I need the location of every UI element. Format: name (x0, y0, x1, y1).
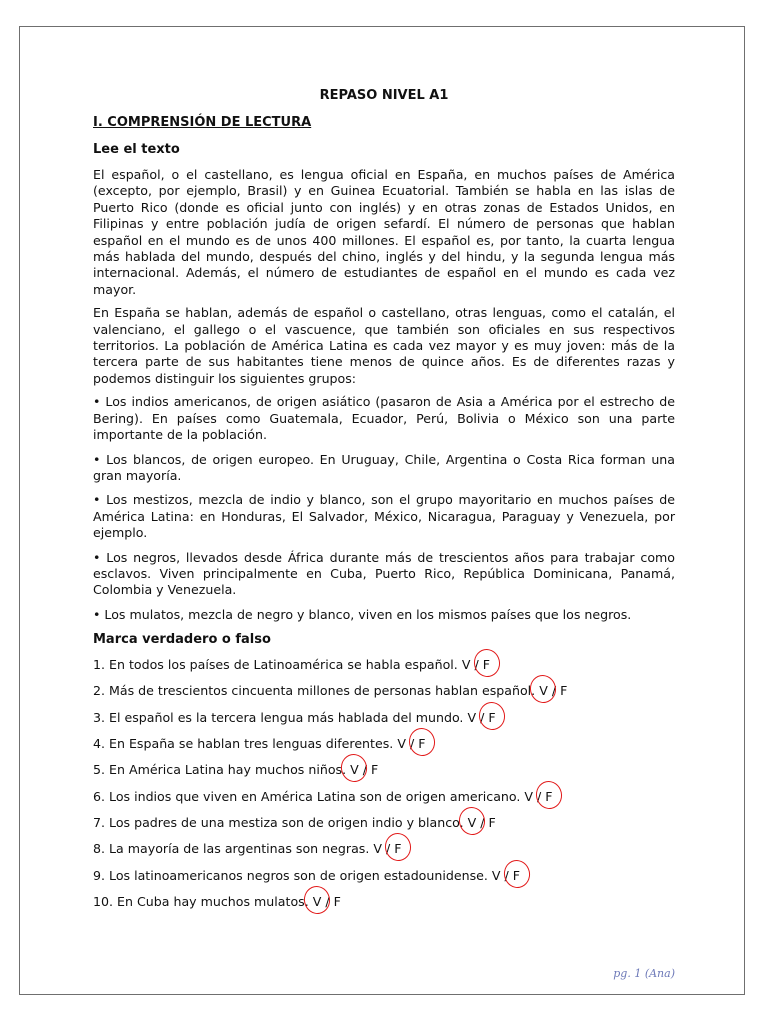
answer-separator: / (405, 736, 419, 752)
bullet-item: • Los mestizos, mezcla de indio y blanco, son el grupo mayoritario en muchos países de América Latina: en Honduras, El Salvador, México, Nicaragua, Paraguay y Venezuela, por ejemplo. (93, 492, 675, 541)
question-row (93, 657, 675, 683)
paragraph: En España se hablan, además de español o castellano, otras lenguas, como el catalán, el valenciano, el gallego o el vascuence, que también son oficiales en sus respectivos territorios. La población de América Latina es cada vez mayor y es muy joven: más de la tercera parte de sus habitantes tiene menos de quince años. Es de diferentes razas y podemos distinguir los siguientes grupos: (93, 305, 675, 386)
question-text: 1. En todos los países de Latinoamérica se habla español. (93, 657, 462, 673)
question-text: 4. En España se hablan tres lenguas diferentes. (93, 736, 398, 752)
question-text: 10. En Cuba hay muchos mulatos. (93, 893, 313, 909)
question-row (93, 815, 675, 841)
question-row (93, 683, 675, 709)
answer-separator: / (321, 893, 334, 909)
answer-true[interactable]: V (313, 894, 322, 910)
answer-separator: / (476, 814, 489, 830)
question-row (93, 736, 675, 762)
answer-separator: / (547, 683, 561, 699)
answer-false[interactable]: F (488, 814, 496, 830)
answer-separator: / (470, 657, 483, 673)
question-row (93, 841, 675, 867)
answer-false[interactable]: F (488, 710, 495, 726)
question-row (93, 868, 675, 894)
answer-true[interactable]: V (467, 709, 477, 725)
document-body (93, 87, 675, 920)
answer-false[interactable]: F (370, 762, 379, 778)
answer-separator: / (358, 762, 371, 778)
question-text: 5. En América Latina hay muchos niños. (93, 762, 351, 778)
answer-true[interactable]: V (373, 841, 382, 857)
answer-true[interactable]: V (350, 762, 359, 778)
question-text: 3. El español es la tercera lengua más hablada del mundo. (93, 709, 468, 725)
answer-separator: / (381, 841, 395, 857)
answer-separator: / (500, 867, 513, 883)
page-title: REPASO NIVEL A1 (319, 88, 449, 103)
answer-true[interactable]: V (468, 815, 477, 831)
question-text: 2. Más de trescientos cincuenta millones de personas hablan español. (93, 683, 540, 699)
question-row (93, 710, 675, 736)
question-text: 6. Los indios que viven en América Latina son de origen americano. (93, 788, 525, 804)
answer-true[interactable]: V (461, 657, 471, 673)
answer-true[interactable]: V (524, 788, 534, 804)
question-row (93, 894, 675, 920)
answer-true[interactable]: V (539, 683, 548, 699)
answer-false[interactable]: F (418, 736, 425, 752)
question-text: 9. Los latinoamericanos negros son de origen estadounidense. (93, 867, 492, 883)
answer-separator: / (476, 709, 489, 725)
answer-false[interactable]: F (483, 657, 490, 673)
answer-true[interactable]: V (491, 867, 501, 883)
section-heading: I. COMPRENSIÓN DE LECTURA (93, 115, 312, 130)
question-text: 7. Los padres de una mestiza son de origen indio y blanco. (93, 814, 468, 830)
answer-separator: / (533, 788, 546, 804)
bullet-item: • Los blancos, de origen europeo. En Uruguay, Chile, Argentina o Costa Rica forman una gran mayoría. (93, 451, 675, 483)
answer-false[interactable]: F (333, 893, 341, 909)
bullet-item: • Los negros, llevados desde África durante más de trescientos años para trabajar como esclavos. Viven principalmente en Cuba, Puerto Rico, República Dominicana, Panamá, Colombia y Venezuela. (93, 549, 675, 598)
answer-false[interactable]: F (513, 868, 520, 884)
question-text: 8. La mayoría de las argentinas son negras. (93, 841, 374, 857)
bullet-item: • Los mulatos, mezcla de negro y blanco, viven en los mismos países que los negros. (93, 606, 632, 622)
question-row (93, 789, 675, 815)
reading-heading: Lee el texto (93, 142, 180, 157)
answer-false[interactable]: F (545, 789, 552, 805)
bullet-item: • Los indios americanos, de origen asiático (pasaron de Asia a América por el estrecho de Bering). En países como Guatemala, Ecuador, Perú, Bolivia o México son una parte importante de la población. (93, 394, 675, 443)
answer-false[interactable]: F (560, 683, 568, 699)
paragraph: El español, o el castellano, es lengua oficial en España, en muchos países de América (excepto, por ejemplo, Brasil) y en Guinea Ecuatorial. También se habla en las islas de Puerto Rico (donde es oficial junto con inglés) y en otras zonas de Estados Unidos, en Filipinas y entre población judía de origen sefardí. El número de personas que hablan español en el mundo es de unos 400 millones. El español es, por tanto, la cuarta lengua más hablada del mundo, después del chino, inglés y del hindu, y la segunda lengua más internacional. Además, el número de estudiantes de español en el mundo es cada vez mayor. (93, 167, 675, 297)
quiz-heading: Marca verdadero o falso (93, 632, 271, 648)
question-row (93, 762, 675, 788)
quiz-list (93, 657, 675, 920)
page-footer: pg. 1 (Ana) (613, 967, 675, 980)
answer-true[interactable]: V (397, 736, 406, 752)
answer-false[interactable]: F (394, 841, 401, 857)
